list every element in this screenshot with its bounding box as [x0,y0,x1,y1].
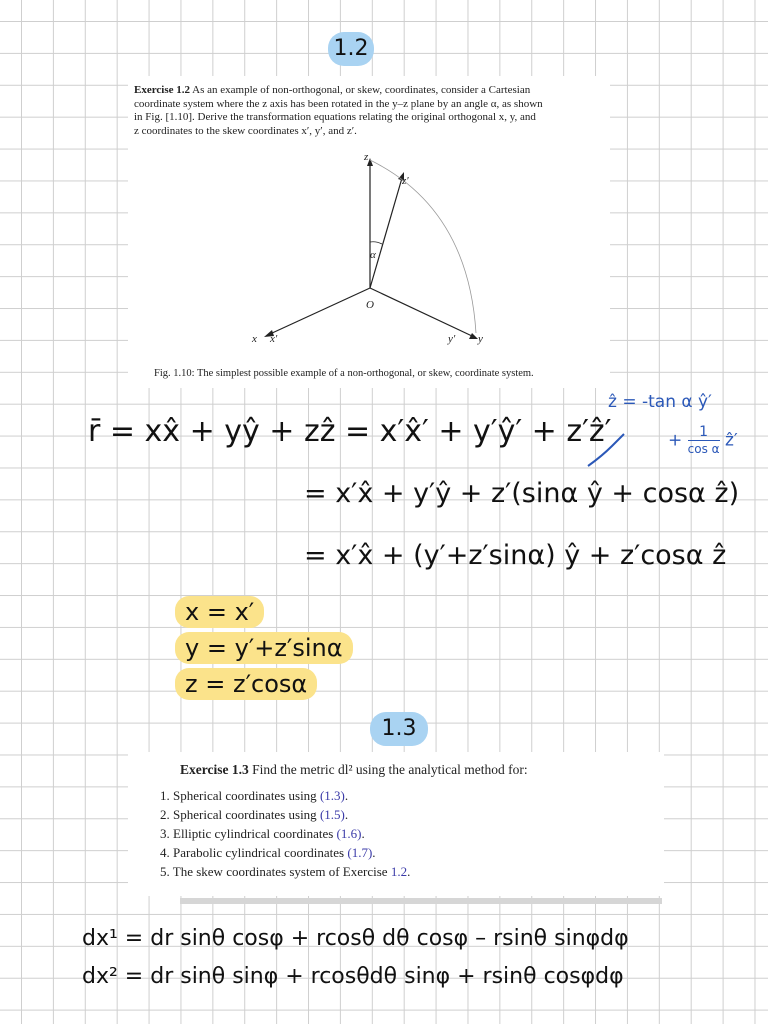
margin-note-plus: + [668,430,683,451]
margin-note-line1: ẑ = -tan α ŷ′ [608,392,712,412]
exercise-1-2-panel [128,76,610,388]
exercise-1-3-panel [128,752,664,896]
list-item: 5. The skew coordinates system of Exercise 1.2. [160,864,411,879]
margin-note-numerator: 1 [688,424,720,441]
equation-link[interactable]: (1.6) [336,826,362,841]
list-item: 3. Elliptic cylindrical coordinates (1.6). [160,826,365,841]
label-x: x [252,333,257,345]
exercise-1-3-intro: Find the metric dl² using the analytical method for: [252,762,528,777]
exercise-1-2-line1: As an example of non-orthogonal, or skew, coordinates, consider a Cartesian [192,84,531,96]
label-z-prime: z′ [402,175,409,187]
exercise-1-2-line2: coordinate system where the z axis has been rotated in the y–z plane by an angle α, as shown [134,97,543,110]
label-y: y [478,333,483,345]
derivation-line-3: = x′x̂ + (y′+z′sinα) ŷ + z′cosα ẑ [304,540,727,571]
label-y-prime: y′ [448,333,456,345]
label-origin: O [366,299,374,311]
equation-link[interactable]: (1.5) [319,807,345,822]
exercise-1-2-line3: in Fig. [1.10]. Derive the transformation equations relating the original orthogonal x, y, and [134,111,536,123]
margin-note-line2 [668,424,738,457]
result-z: z = z′cosα [175,668,317,700]
margin-note-denominator: cos α [687,442,720,456]
exercise-1-2-text [134,84,606,138]
result-y: y = y′+z′sinα [175,632,353,664]
list-item: 1. Spherical coordinates using (1.3). [160,788,349,803]
equation-link[interactable]: (1.3) [319,788,345,803]
equation-link[interactable]: (1.7) [347,845,373,860]
label-alpha: α [370,249,376,261]
result-x: x = x′ [175,596,264,628]
skew-coordinate-figure [228,148,528,358]
panel-scrollbar[interactable] [180,898,662,904]
bottom-line-2: dx² = dr sinθ sinφ + rcosθdθ sinφ + rsinθ cosφdφ [82,964,624,989]
list-item: 2. Spherical coordinates using (1.5). [160,807,349,822]
section-badge-1-3: 1.3 [370,712,428,746]
derivation-line-1: r̄ = xx̂ + yŷ + zẑ = x′x̂′ + y′ŷ′ + z′ẑ′ [88,414,612,449]
label-x-prime: x′ [270,333,278,345]
derivation-line-2: = x′x̂ + y′ŷ + z′(sinα ŷ + cosα ẑ) [304,478,740,509]
figure-caption: Fig. 1.10: The simplest possible example of a non-orthogonal, or skew, coordinate system. [154,368,534,379]
exercise-1-3-list [160,786,410,881]
exercise-1-3-label: Exercise 1.3 [180,762,249,777]
exercise-1-3-heading [180,762,528,778]
bottom-line-1: dx¹ = dr sinθ cosφ + rcosθ dθ cosφ – rsinθ sinφdφ [82,926,629,951]
list-item: 4. Parabolic cylindrical coordinates (1.7). [160,845,376,860]
margin-note-tail: ẑ′ [724,430,738,451]
exercise-link[interactable]: 1.2 [390,864,408,879]
exercise-1-2-label: Exercise 1.2 [134,84,191,96]
exercise-1-2-line4: z coordinates to the skew coordinates x′, y′, and z′. [134,124,357,137]
label-z: z [364,151,369,163]
section-badge-1-2: 1.2 [328,32,374,66]
